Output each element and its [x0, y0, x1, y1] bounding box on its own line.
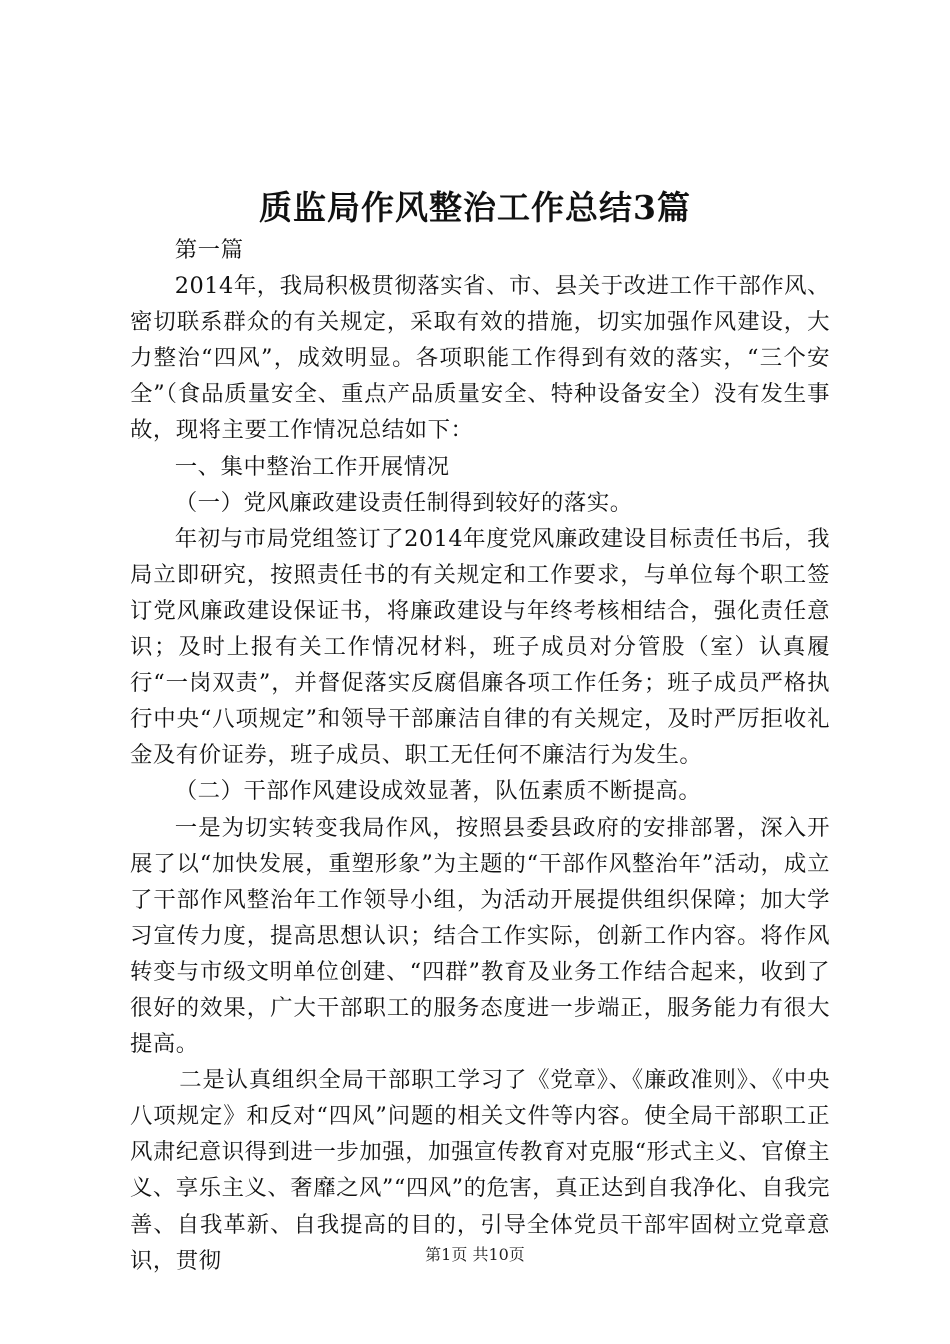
document-body: [130, 232, 830, 1279]
paragraph: 二是认真组织全局干部职工学习了《党章》、《廉政准则》、《中央八项规定》和反对“四风”问题的相关文件等内容。使全局干部职工正风肃纪意识得到进一步加强，加强宣传教育对克服“形式主义、官僚主义、享乐主义、奢靡之风”“四风”的危害，真正达到自我净化、自我完善、自我革新、自我提高的目的，引导全体党员干部牢固树立党章意识，贯彻: [130, 1067, 830, 1274]
paragraph: 2014年，我局积极贯彻落实省、市、县关于改进工作干部作风、密切联系群众的有关规定，采取有效的措施，切实加强作风建设，大力整治“四风”，成效明显。各项职能工作得到有效的落实，“三个安全”（食品质量安全、重点产品质量安全、特种设备安全）没有发生事故，现将主要工作情况总结如下：: [130, 273, 830, 444]
page-number-footer: 第1页 共10页: [425, 1245, 525, 1264]
section-heading: 第一篇: [174, 237, 244, 263]
subsection-heading: （一）党风廉政建设责任制得到较好的落实。: [174, 489, 633, 516]
section-heading: 一、集中整治工作开展情况: [174, 453, 450, 480]
paragraph: 一是为切实转变我局作风，按照县委县政府的安排部署，深入开展了以“加快发展，重塑形象”为主题的“干部作风整治年”活动，成立了干部作风整治年工作领导小组，为活动开展提供组织保障；加大学习宣传力度，提高思想认识；结合工作实际，创新工作内容。将作风转变与市级文明单位创建、“四群”教育及业务工作结合起来，收到了很好的效果，广大干部职工的服务态度进一步端正，服务能力有很大提高。: [130, 814, 830, 1058]
paragraph: 年初与市局党组签订了2014年度党风廉政建设目标责任书后，我局立即研究，按照责任书的有关规定和工作要求，与单位每个职工签订党风廉政建设保证书，将廉政建设与年终考核相结合，强化责任意识；及时上报有关工作情况材料，班子成员对分管股（室）认真履行“一岗双责”，并督促落实反腐倡廉各项工作任务；班子成员严格执行中央“八项规定”和领导干部廉洁自律的有关规定，及时严厉拒收礼金及有价证券，班子成员、职工无任何不廉洁行为发生。: [130, 525, 830, 769]
document-title: 质监局作风整治工作总结3篇: [259, 188, 691, 227]
subsection-heading: （二）干部作风建设成效显著，队伍素质不断提高。: [174, 778, 702, 805]
